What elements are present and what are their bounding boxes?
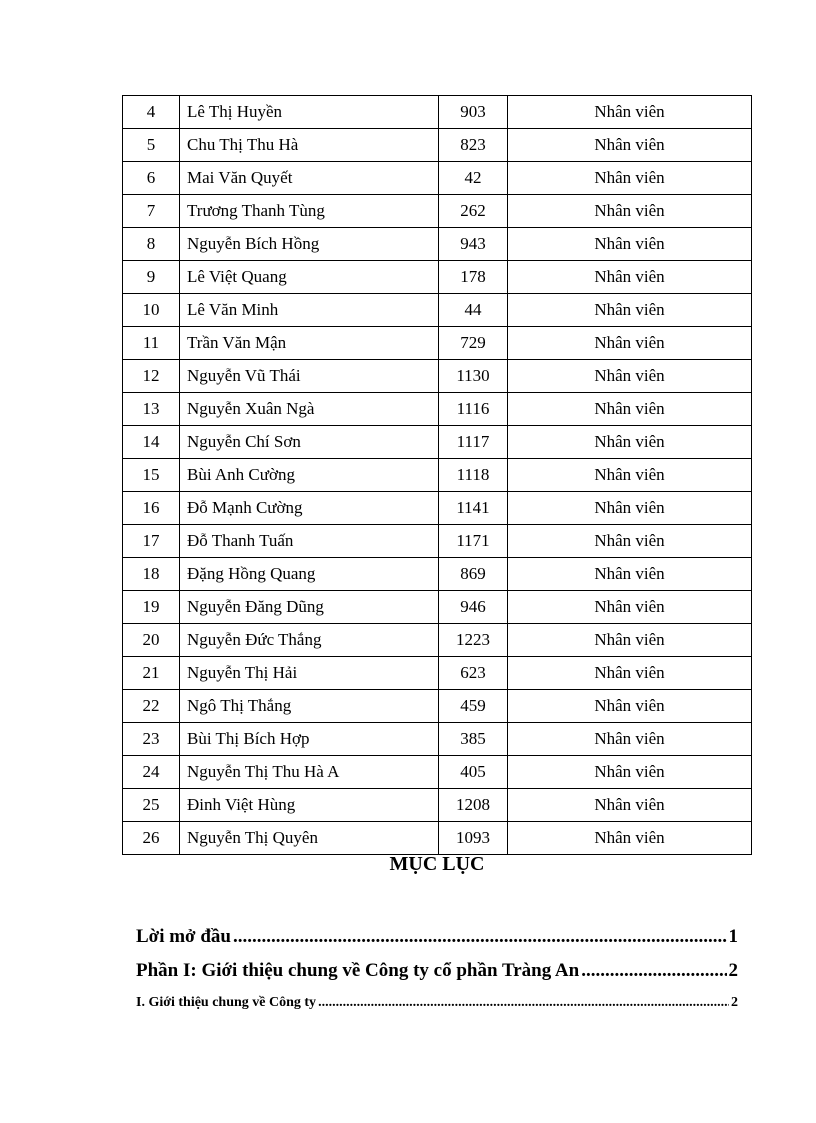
- row-number: 23: [123, 723, 180, 756]
- staff-name: Nguyễn Thị Hải: [180, 657, 439, 690]
- table-row: [123, 624, 752, 657]
- table-row: [123, 327, 752, 360]
- staff-code: 869: [439, 558, 508, 591]
- toc-entry-page: 2: [731, 995, 738, 1010]
- row-number: 8: [123, 228, 180, 261]
- row-number: 19: [123, 591, 180, 624]
- toc-leader-dots: [318, 995, 729, 1011]
- toc-entry-page: 2: [728, 960, 738, 981]
- staff-name: Nguyễn Thị Quyên: [180, 822, 439, 855]
- staff-name: Nguyễn Thị Thu Hà A: [180, 756, 439, 789]
- row-number: 26: [123, 822, 180, 855]
- staff-role: Nhân viên: [508, 789, 752, 822]
- staff-role: Nhân viên: [508, 228, 752, 261]
- staff-role: Nhân viên: [508, 294, 752, 327]
- staff-code: 946: [439, 591, 508, 624]
- row-number: 15: [123, 459, 180, 492]
- toc-leader-dots: [581, 960, 726, 982]
- table-row: [123, 789, 752, 822]
- row-number: 5: [123, 129, 180, 162]
- staff-role: Nhân viên: [508, 525, 752, 558]
- staff-code: 1118: [439, 459, 508, 492]
- staff-role: Nhân viên: [508, 393, 752, 426]
- staff-role: Nhân viên: [508, 657, 752, 690]
- staff-code: 1117: [439, 426, 508, 459]
- staff-table: [122, 95, 752, 855]
- staff-role: Nhân viên: [508, 129, 752, 162]
- table-row: [123, 822, 752, 855]
- staff-role: Nhân viên: [508, 261, 752, 294]
- toc-entry[interactable]: [136, 926, 738, 948]
- staff-role: Nhân viên: [508, 360, 752, 393]
- staff-code: 1116: [439, 393, 508, 426]
- toc-entry[interactable]: [136, 995, 738, 1011]
- staff-role: Nhân viên: [508, 162, 752, 195]
- row-number: 11: [123, 327, 180, 360]
- staff-role: Nhân viên: [508, 723, 752, 756]
- table-row: [123, 162, 752, 195]
- staff-role: Nhân viên: [508, 591, 752, 624]
- staff-code: 44: [439, 294, 508, 327]
- staff-code: 1141: [439, 492, 508, 525]
- staff-name: Nguyễn Vũ Thái: [180, 360, 439, 393]
- table-row: [123, 426, 752, 459]
- row-number: 7: [123, 195, 180, 228]
- row-number: 21: [123, 657, 180, 690]
- row-number: 25: [123, 789, 180, 822]
- staff-name: Lê Văn Minh: [180, 294, 439, 327]
- staff-name: Nguyễn Đăng Dũng: [180, 591, 439, 624]
- staff-role: Nhân viên: [508, 96, 752, 129]
- staff-table-body: [123, 96, 752, 855]
- row-number: 9: [123, 261, 180, 294]
- toc-heading: MỤC LỤC: [389, 853, 485, 875]
- staff-name: Lê Thị Huyền: [180, 96, 439, 129]
- table-row: [123, 228, 752, 261]
- row-number: 6: [123, 162, 180, 195]
- staff-name: Nguyễn Bích Hồng: [180, 228, 439, 261]
- toc-leader-dots: [233, 926, 727, 948]
- staff-name: Bùi Thị Bích Hợp: [180, 723, 439, 756]
- table-row: [123, 723, 752, 756]
- staff-code: 1223: [439, 624, 508, 657]
- staff-code: 459: [439, 690, 508, 723]
- table-row: [123, 459, 752, 492]
- staff-name: Nguyễn Xuân Ngà: [180, 393, 439, 426]
- staff-code: 943: [439, 228, 508, 261]
- staff-role: Nhân viên: [508, 558, 752, 591]
- row-number: 14: [123, 426, 180, 459]
- row-number: 13: [123, 393, 180, 426]
- staff-name: Mai Văn Quyết: [180, 162, 439, 195]
- row-number: 22: [123, 690, 180, 723]
- table-row: [123, 195, 752, 228]
- table-row: [123, 756, 752, 789]
- table-row: [123, 129, 752, 162]
- staff-role: Nhân viên: [508, 426, 752, 459]
- row-number: 10: [123, 294, 180, 327]
- staff-code: 42: [439, 162, 508, 195]
- staff-name: Ngô Thị Thắng: [180, 690, 439, 723]
- toc-entry-text: Lời mở đầu: [136, 926, 231, 947]
- staff-name: Lê Việt Quang: [180, 261, 439, 294]
- staff-code: 903: [439, 96, 508, 129]
- staff-code: 729: [439, 327, 508, 360]
- staff-code: 1208: [439, 789, 508, 822]
- staff-role: Nhân viên: [508, 327, 752, 360]
- row-number: 4: [123, 96, 180, 129]
- staff-code: 1171: [439, 525, 508, 558]
- staff-code: 1130: [439, 360, 508, 393]
- staff-role: Nhân viên: [508, 756, 752, 789]
- staff-role: Nhân viên: [508, 822, 752, 855]
- staff-name: Chu Thị Thu Hà: [180, 129, 439, 162]
- table-row: [123, 294, 752, 327]
- staff-role: Nhân viên: [508, 195, 752, 228]
- row-number: 12: [123, 360, 180, 393]
- row-number: 18: [123, 558, 180, 591]
- row-number: 20: [123, 624, 180, 657]
- staff-code: 262: [439, 195, 508, 228]
- staff-name: Đỗ Mạnh Cường: [180, 492, 439, 525]
- staff-role: Nhân viên: [508, 624, 752, 657]
- staff-role: Nhân viên: [508, 459, 752, 492]
- staff-code: 1093: [439, 822, 508, 855]
- toc-entry-text: I. Giới thiệu chung về Công ty: [136, 995, 317, 1010]
- table-row: [123, 393, 752, 426]
- row-number: 17: [123, 525, 180, 558]
- table-row: [123, 492, 752, 525]
- table-row: [123, 690, 752, 723]
- staff-role: Nhân viên: [508, 690, 752, 723]
- table-row: [123, 96, 752, 129]
- staff-name: Đinh Việt Hùng: [180, 789, 439, 822]
- toc-entry[interactable]: [136, 960, 738, 982]
- staff-name: Đặng Hồng Quang: [180, 558, 439, 591]
- table-row: [123, 261, 752, 294]
- staff-name: Trần Văn Mận: [180, 327, 439, 360]
- table-row: [123, 591, 752, 624]
- staff-name: Nguyễn Chí Sơn: [180, 426, 439, 459]
- staff-code: 623: [439, 657, 508, 690]
- staff-code: 178: [439, 261, 508, 294]
- staff-role: Nhân viên: [508, 492, 752, 525]
- staff-code: 385: [439, 723, 508, 756]
- staff-name: Nguyễn Đức Thắng: [180, 624, 439, 657]
- staff-name: Đỗ Thanh Tuấn: [180, 525, 439, 558]
- staff-code: 405: [439, 756, 508, 789]
- toc-entry-page: 1: [728, 926, 738, 947]
- staff-name: Trương Thanh Tùng: [180, 195, 439, 228]
- table-row: [123, 360, 752, 393]
- table-row: [123, 525, 752, 558]
- table-row: [123, 657, 752, 690]
- toc-entry-text: Phần I: Giới thiệu chung về Công ty cổ phần Tràng An: [136, 960, 580, 981]
- table-row: [123, 558, 752, 591]
- staff-code: 823: [439, 129, 508, 162]
- row-number: 24: [123, 756, 180, 789]
- row-number: 16: [123, 492, 180, 525]
- staff-name: Bùi Anh Cường: [180, 459, 439, 492]
